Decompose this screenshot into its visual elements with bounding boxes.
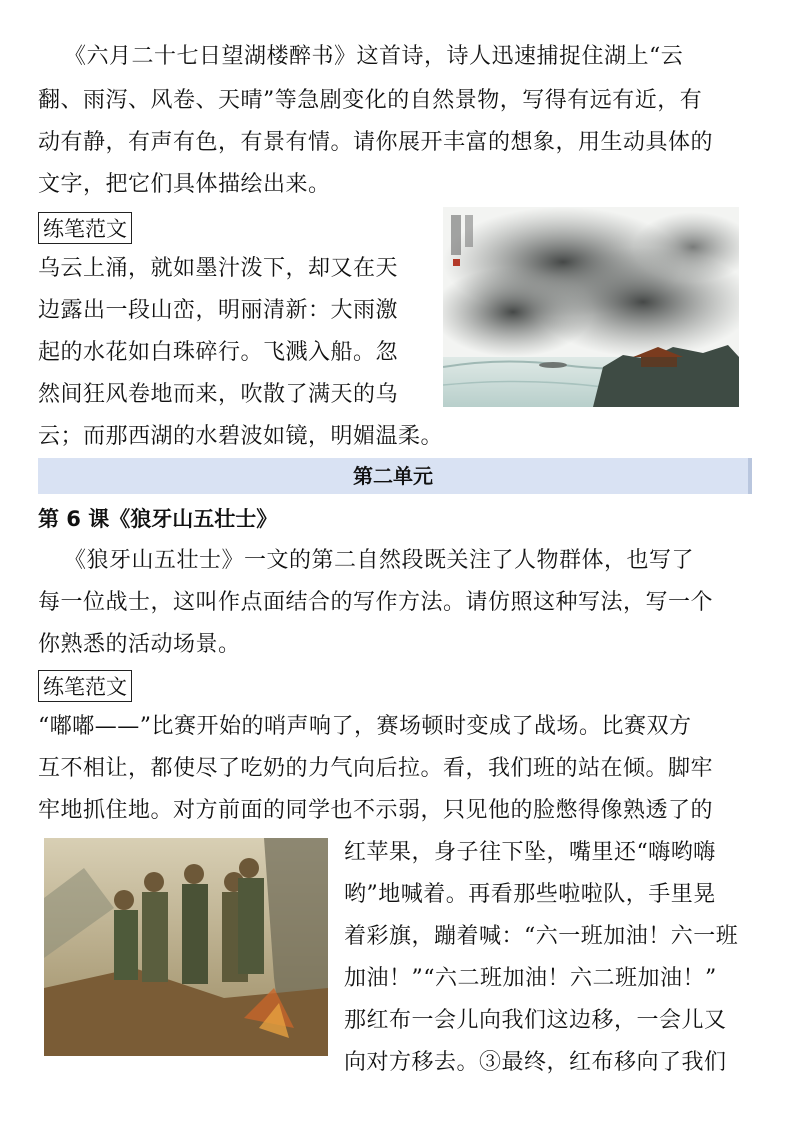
sample-text-line: 云；而那西湖的水碧波如镜，明媚温柔。 <box>38 424 444 449</box>
sample-text-line: 牢地抓住地。对方前面的同学也不示弱，只见他的脸憋得像熟透了的 <box>38 798 714 823</box>
practice-sample-tag: 练笔范文 <box>38 670 132 702</box>
intro-paragraph-line: 翻、雨泻、风卷、天晴”等急剧变化的自然景物，写得有远有近，有 <box>38 88 703 113</box>
sample-text-line: 红苹果，身子往下坠，嘴里还“嗨哟嗨 <box>344 840 716 865</box>
lesson-paragraph-line: 你熟悉的活动场景。 <box>38 632 241 657</box>
sample-text-line: 着彩旗，蹦着喊：“六一班加油！六一班 <box>344 924 739 949</box>
intro-paragraph-line: 文字，把它们具体描绘出来。 <box>38 172 331 197</box>
sample-text-line: 加油！”“六二班加油！六二班加油！” <box>344 966 717 991</box>
sample-text-line: 乌云上涌，就如墨汁泼下，却又在天 <box>38 256 399 281</box>
soldiers-painting-image <box>44 838 328 1056</box>
intro-paragraph-line: 动有静，有声有色，有景有情。请你展开丰富的想象，用生动具体的 <box>38 130 714 155</box>
lesson-title: 第 6 课《狼牙山五壮士》 <box>38 507 278 531</box>
lesson-paragraph-line: 《狼牙山五壮士》一文的第二自然段既关注了人物群体，也写了 <box>64 548 695 573</box>
sample-text-line: 边露出一段山峦，明丽清新：大雨激 <box>38 298 399 323</box>
sample-text-line: 哟”地喊着。再看那些啦啦队，手里晃 <box>344 882 716 907</box>
unit-banner: 第二单元 <box>38 458 752 494</box>
sample-text-line: “嘟嘟——”比赛开始的哨声响了，赛场顿时变成了战场。比赛双方 <box>38 714 692 739</box>
lake-painting-image <box>443 207 739 407</box>
sample-text-line: 起的水花如白珠碎行。飞溅入船。忽 <box>38 340 399 365</box>
sample-text-line: 那红布一会儿向我们这边移，一会儿又 <box>344 1008 727 1033</box>
sample-text-line: 然间狂风卷地而来，吹散了满天的乌 <box>38 382 399 407</box>
sample-text-line: 互不相让，都使尽了吃奶的力气向后拉。看，我们班的站在倾。脚牢 <box>38 756 714 781</box>
sample-text-line: 向对方移去。③最终，红布移向了我们 <box>344 1050 727 1075</box>
lesson-paragraph-line: 每一位战士，这叫作点面结合的写作方法。请仿照这种写法，写一个 <box>38 590 714 615</box>
practice-sample-tag: 练笔范文 <box>38 212 132 244</box>
intro-paragraph-line: 《六月二十七日望湖楼醉书》这首诗，诗人迅速捕捉住湖上“云 <box>64 44 684 69</box>
